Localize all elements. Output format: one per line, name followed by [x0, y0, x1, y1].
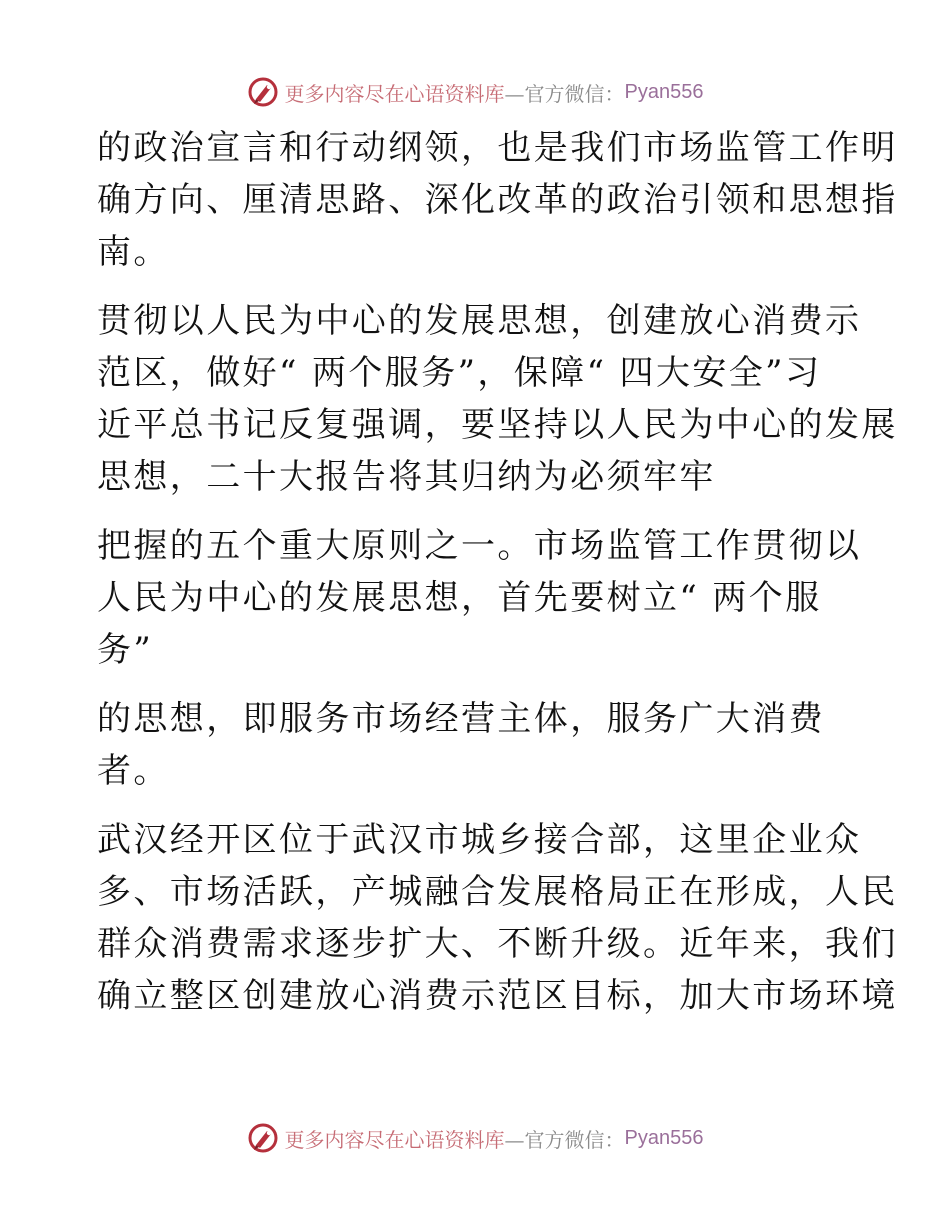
header-banner-subtext: —官方微信： — [504, 81, 625, 106]
header-banner-text: 更多内容尽在心语资料库 — [284, 81, 505, 106]
text-line: 群众消费需求逐步扩大、不断升级。近年来，我们 — [97, 924, 898, 964]
text-line: 近平总书记反复强调，要坚持以人民为中心的发展 — [97, 405, 898, 445]
paragraph — [97, 122, 898, 278]
header-account-id: Pyan556 — [624, 80, 704, 103]
text-line: 确立整区创建放心消费示范区目标，加大市场环境 — [97, 976, 898, 1016]
text-line: 确方向、厘清思路、深化改革的政治引领和思想指 — [97, 180, 898, 220]
text-line: 者。 — [97, 751, 170, 791]
text-line: 务” — [97, 630, 154, 670]
body-text — [97, 122, 898, 1039]
footer-banner-text: 更多内容尽在心语资料库 — [284, 1127, 505, 1152]
footer-account-id: Pyan556 — [624, 1126, 704, 1149]
paragraph — [97, 520, 862, 676]
text-line: 把握的五个重大原则之一。市场监管工作贯彻以 — [97, 526, 862, 566]
text-line: 贯彻以人民为中心的发展思想，创建放心消费示 — [97, 301, 862, 341]
text-line: 南。 — [97, 232, 170, 272]
text-line: 人民为中心的发展思想，首先要树立“ 两个服 — [97, 578, 822, 618]
text-line: 范区，做好“ 两个服务”，保障“ 四大安全”习 — [97, 353, 822, 393]
footer-banner-subtext: —官方微信： — [504, 1127, 625, 1152]
text-line: 的政治宣言和行动纲领，也是我们市场监管工作明 — [97, 128, 898, 168]
text-line: 多、市场活跃，产城融合发展格局正在形成，人民 — [97, 872, 898, 912]
paragraph — [97, 693, 857, 797]
header-watermark — [0, 72, 950, 112]
pen-logo-icon — [247, 1122, 279, 1154]
paragraph — [97, 814, 898, 1022]
text-line: 的思想，即服务市场经营主体，服务广大消费 — [97, 699, 825, 739]
paragraph — [97, 295, 898, 503]
text-line: 武汉经开区位于武汉市城乡接合部，这里企业众 — [97, 820, 862, 860]
footer-watermark — [0, 1118, 950, 1158]
pen-logo-icon — [247, 76, 279, 108]
text-line: 思想，二十大报告将其归纳为必须牢牢 — [97, 457, 716, 497]
